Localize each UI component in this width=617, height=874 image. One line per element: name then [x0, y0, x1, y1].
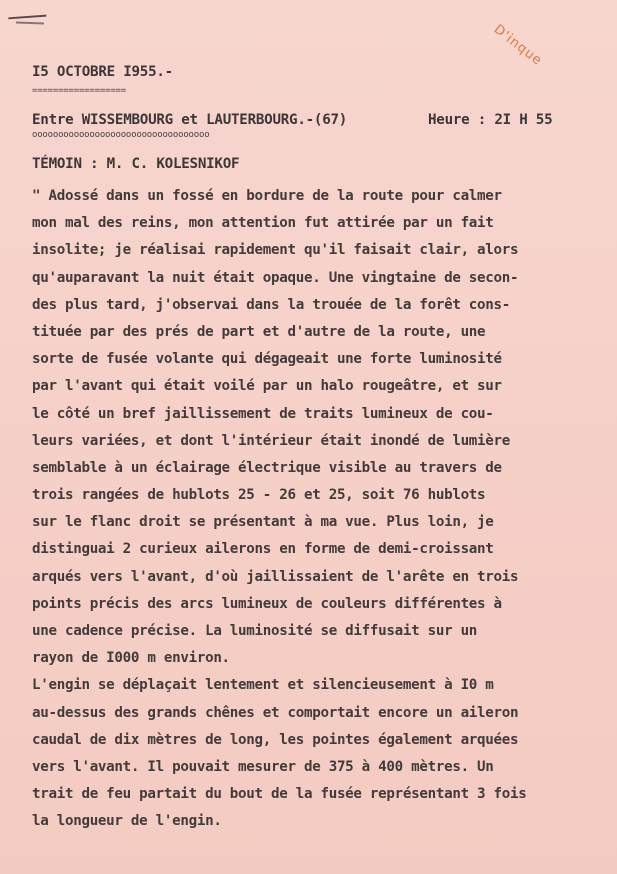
handwritten-annotation: D'inque	[490, 22, 545, 69]
testimony-line: rayon de I000 m environ.	[32, 650, 230, 667]
testimony-line: " Adossé dans un fossé en bordure de la route pour calmer	[32, 188, 502, 204]
testimony-line: caudal de dix mètres de long, les pointes également arquées	[32, 731, 519, 748]
pen-mark-secondary	[16, 22, 44, 25]
report-time: Heure : 2I H 55	[428, 112, 553, 128]
testimony-line: insolite; je réalisai rapidement qu'il faisait clair, alors	[32, 242, 519, 259]
testimony-line: sur le flanc droit se présentant à ma vue. Plus loin, je	[32, 514, 494, 531]
testimony-line: au-dessus des grands chênes et comportait encore un aileron	[32, 704, 519, 721]
testimony-line: points précis des arcs lumineux de couleurs différentes à	[32, 595, 502, 612]
testimony-line: des plus tard, j'observai dans la trouée de la forêt cons-	[32, 296, 511, 313]
testimony-line: arqués vers l'avant, d'où jaillissaient de l'arête en trois	[32, 568, 519, 585]
testimony-line: par l'avant qui était voilé par un halo rougeâtre, et sur	[32, 378, 502, 395]
testimony-line: sorte de fusée volante qui dégageait une forte luminosité	[32, 351, 502, 368]
testimony-line: une cadence précise. La luminosité se diffusait sur un	[32, 623, 478, 639]
testimony-line: qu'auparavant la nuit était opaque. Une vingtaine de secon-	[32, 269, 519, 286]
date-underline: ==================	[32, 86, 126, 96]
report-date: I5 OCTOBRE I955.-	[32, 64, 173, 80]
testimony-line: leurs variées, et dont l'intérieur était inondé de lumière	[32, 432, 511, 449]
testimony-line: mon mal des reins, mon attention fut attirée par un fait	[32, 215, 494, 232]
testimony-line: vers l'avant. Il pouvait mesurer de 375 à 400 mètres. Un	[32, 758, 494, 775]
testimony-line: L'engin se déplaçait lentement et silencieusement à I0 m	[32, 677, 494, 694]
witness-name: TÉMOIN : M. C. KOLESNIKOF	[32, 156, 240, 172]
location-underline: oooooooooooooooooooooooooooooooooo	[32, 130, 210, 140]
testimony-line: trois rangées de hublots 25 - 26 et 25, soit 76 hublots	[32, 487, 486, 504]
testimony-line: trait de feu partait du bout de la fusée représentant 3 fois	[32, 786, 527, 803]
testimony-line: le côté un bref jaillissement de traits lumineux de cou-	[32, 405, 494, 422]
testimony-line: semblable à un éclairage électrique visible au travers de	[32, 459, 502, 476]
testimony-line: la longueur de l'engin.	[32, 813, 222, 830]
pen-mark	[8, 5, 47, 20]
testimony-body	[32, 186, 592, 839]
testimony-line: distinguai 2 curieux ailerons en forme de demi-croissant	[32, 541, 494, 558]
report-location: Entre WISSEMBOURG et LAUTERBOURG.-(67)	[32, 112, 348, 128]
testimony-line: tituée par des prés de part et d'autre de la route, une	[32, 323, 486, 340]
